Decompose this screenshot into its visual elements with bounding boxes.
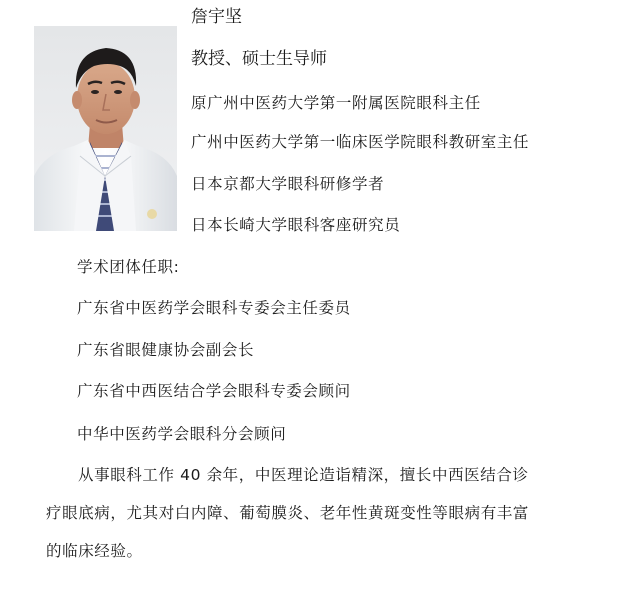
bio-line: 的临床经验。: [46, 542, 143, 560]
academic-heading: 学术团体任职:: [77, 258, 180, 276]
bio-line: 从事眼科工作 40 余年，中医理论造诣精深，擅长中西医结合诊: [78, 466, 529, 484]
doctor-name: 詹宇坚: [191, 7, 242, 27]
portrait-illustration: [34, 26, 177, 231]
doctor-title: 教授、硕士生导师: [191, 49, 327, 69]
academic-role: 广东省中医药学会眼科专委会主任委员: [77, 299, 351, 317]
academic-role: 广东省中西医结合学会眼科专委会顾问: [77, 382, 351, 400]
academic-role: 中华中医药学会眼科分会顾问: [77, 425, 287, 443]
portrait-photo: [34, 26, 177, 231]
position-item: 广州中医药大学第一临床医学院眼科教研室主任: [191, 133, 530, 151]
biography-paragraph: [46, 456, 611, 570]
position-item: 原广州中医药大学第一附属医院眼科主任: [191, 94, 481, 112]
academic-role: 广东省眼健康协会副会长: [77, 341, 255, 359]
bio-line: 疗眼底病，尤其对白内障、葡萄膜炎、老年性黄斑变性等眼病有丰富: [46, 504, 530, 522]
position-item: 日本长崎大学眼科客座研究员: [191, 216, 401, 234]
position-item: 日本京都大学眼科研修学者: [191, 175, 385, 193]
